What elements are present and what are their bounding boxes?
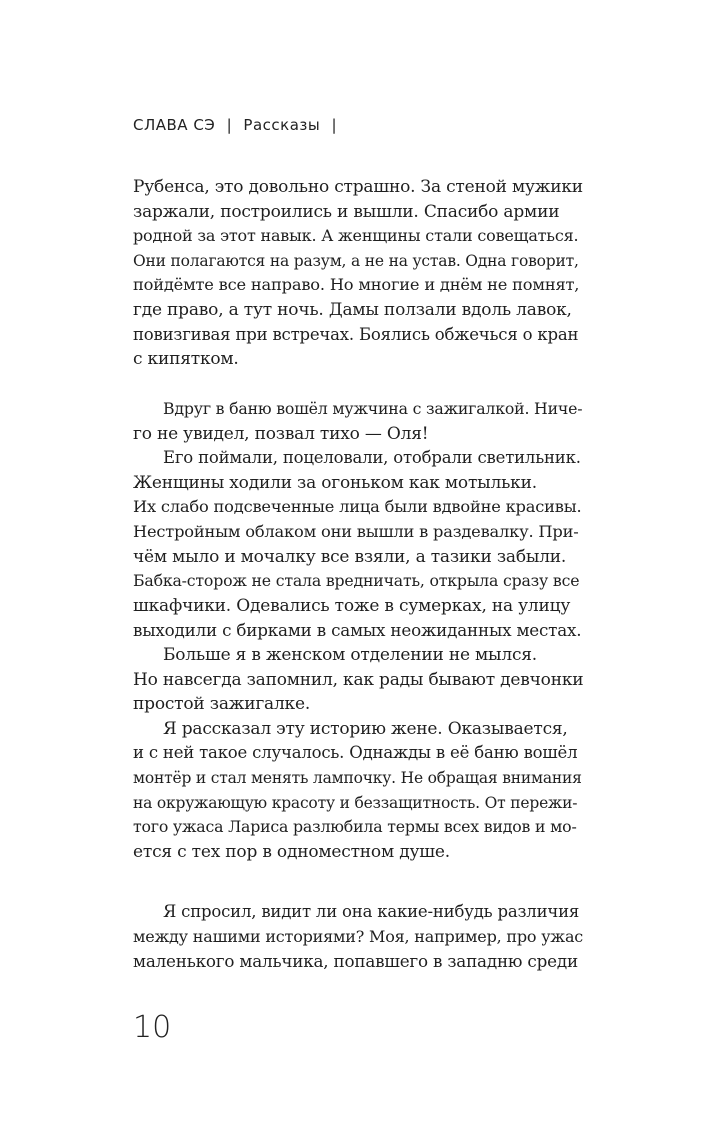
text-line: Вдруг в баню вошёл мужчина с зажигалкой. Ниче- (163, 399, 583, 418)
text-line: Их слабо подсвеченные лица были вдвойне красивы. (133, 497, 582, 517)
text-line: монтёр и стал менять лампочку. Не обращая внимания (133, 768, 582, 787)
running-head (133, 116, 343, 134)
running-head-separator: | (226, 116, 233, 134)
text-section-3 (133, 900, 583, 974)
text-line: Я спросил, видит ли она какие-нибудь различия (163, 902, 580, 921)
text-line: Его поймали, поцеловали, отобрали светильник. (163, 448, 581, 468)
text-line: го не увидел, позвал тихо — Оля! (133, 423, 429, 444)
text-line: пойдёмте все направо. Но многие и днём не помнят, (133, 275, 580, 295)
text-line: с кипятком. (133, 349, 239, 370)
text-line: заржали, построились и вышли. Спасибо армии (133, 201, 560, 222)
text-line: повизгивая при встречах. Боялись обжечься о кран (133, 324, 579, 344)
text-line: Они полагаются на разум, а не на устав. Одна говорит, (133, 251, 579, 270)
text-line: маленького мальчика, попавшего в западню среди (133, 951, 578, 972)
text-line: родной за этот навык. А женщины стали совещаться. (133, 226, 579, 246)
text-line: простой зажигалке. (133, 694, 311, 715)
text-line: где право, а тут ночь. Дамы ползали вдоль лавок, (133, 299, 572, 320)
running-head-author: СЛАВА СЭ (133, 116, 216, 134)
text-section-2 (133, 397, 583, 864)
text-line: Бабка-сторож не стала вредничать, открыла сразу все (133, 571, 580, 591)
text-line: на окружающую красоту и беззащитность. От пережи- (133, 793, 578, 812)
running-head-book-title: Рассказы (243, 116, 321, 134)
text-line: Больше я в женском отделении не мылся. (163, 644, 538, 665)
paragraph-continued (133, 175, 583, 372)
text-line: чём мыло и мочалку все взяли, а тазики забыли. (133, 546, 567, 567)
text-line: ется с тех пор в одноместном душе. (133, 841, 450, 862)
text-line: выходили с бирками в самых неожиданных местах. (133, 620, 582, 641)
page-number: 10 (133, 1010, 172, 1045)
text-line: Я рассказал эту историю жене. Оказывается, (163, 718, 568, 739)
text-line: Женщины ходили за огоньком как мотыльки. (133, 472, 537, 493)
text-line: Но навсегда запомнил, как рады бывают девчонки (133, 669, 584, 690)
text-line: между нашими историями? Моя, например, про ужас (133, 926, 584, 946)
text-line: Рубенса, это довольно страшно. За стеной мужики (133, 177, 583, 197)
text-line: Нестройным облаком они вышли в раздевалку. При- (133, 521, 579, 541)
text-line: и с ней такое случалось. Однажды в её баню вошёл (133, 743, 578, 763)
text-line: того ужаса Лариса разлюбила термы всех видов и мо- (133, 817, 577, 837)
text-line: шкафчики. Одевались тоже в сумерках, на улицу (133, 595, 571, 616)
running-head-separator-end: | (331, 116, 338, 134)
